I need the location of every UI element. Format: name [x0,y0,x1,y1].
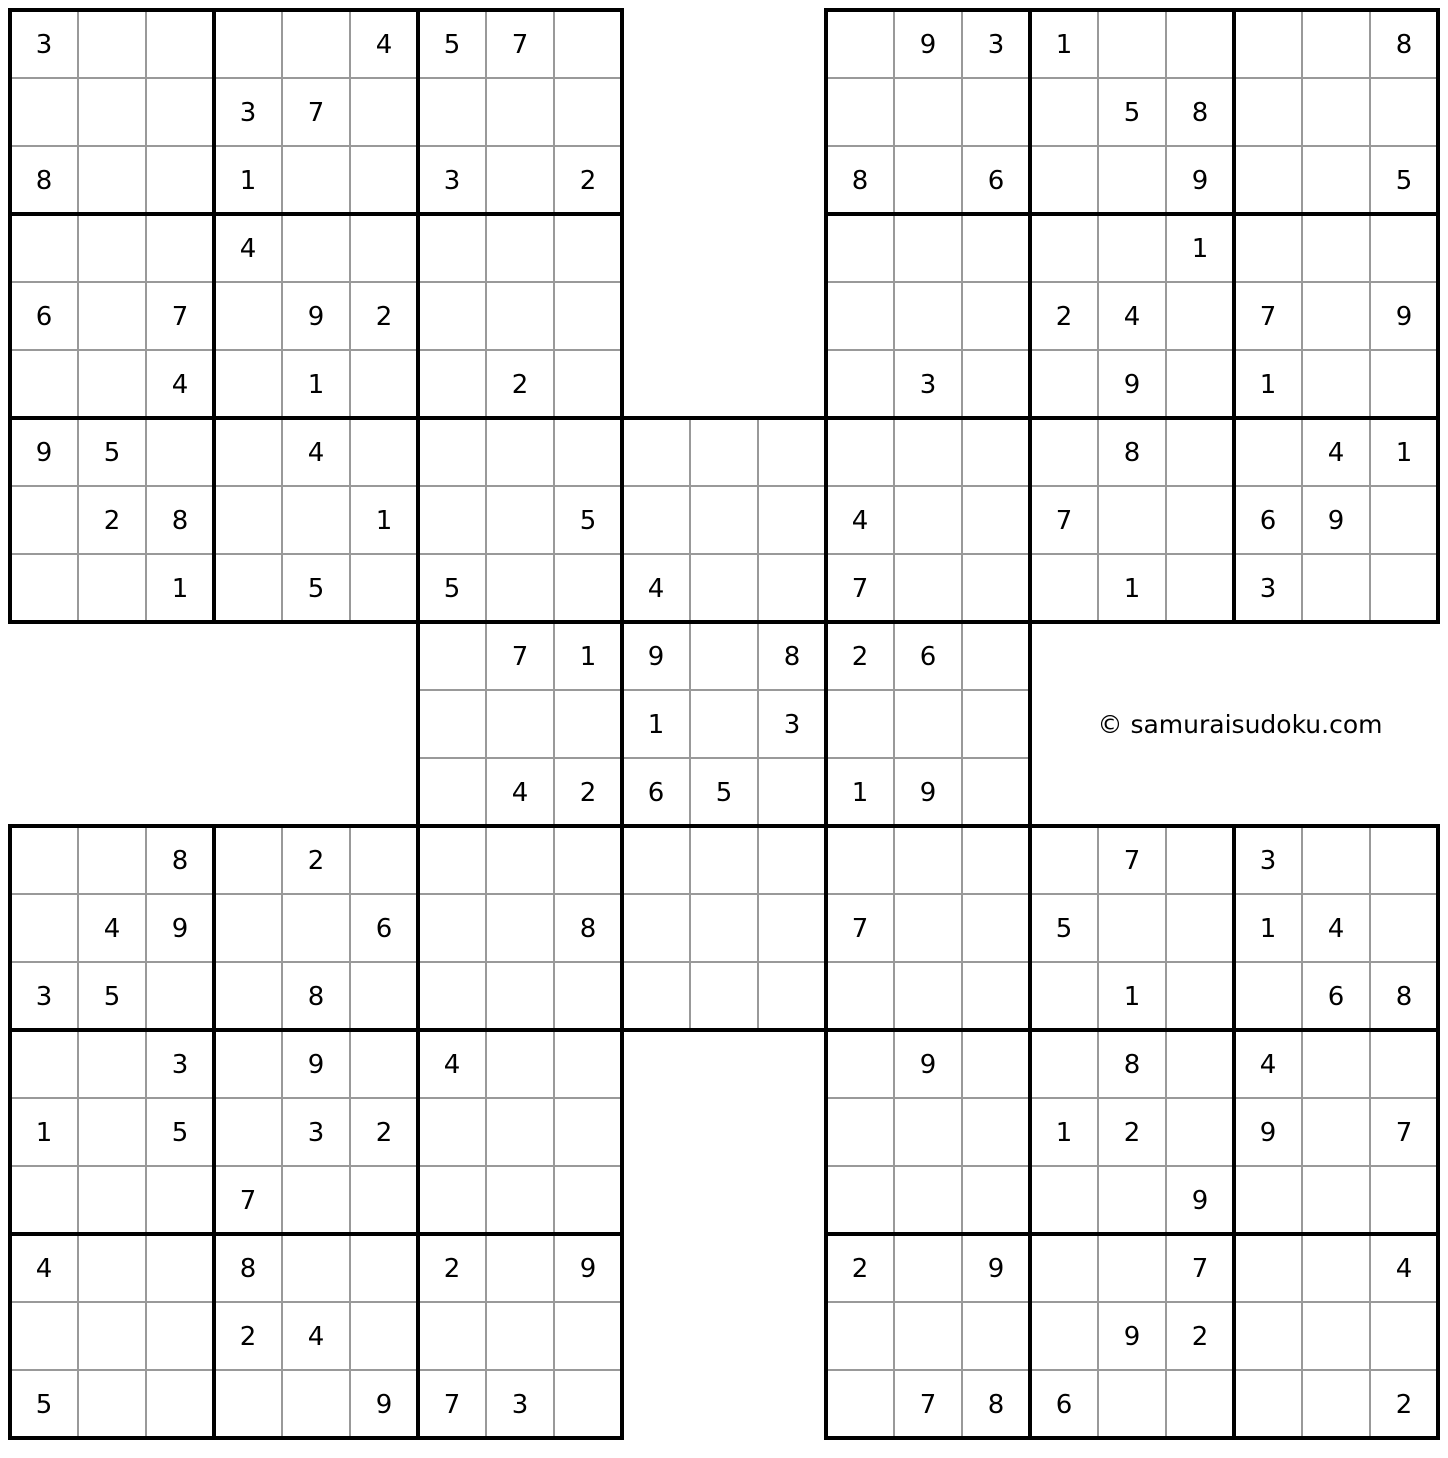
sudoku-cell[interactable]: 9 [579,1254,597,1284]
sudoku-cell[interactable]: 4 [307,1322,325,1352]
sudoku-cell[interactable]: 6 [1327,982,1345,1012]
sudoku-cell[interactable]: 3 [1259,846,1277,876]
sudoku-cell[interactable]: 9 [919,1050,937,1080]
sudoku-cell[interactable]: 5 [443,574,461,604]
sudoku-cell[interactable]: 7 [511,30,529,60]
sudoku-cell[interactable]: 7 [1123,846,1141,876]
sudoku-cell[interactable]: 7 [919,1390,937,1420]
sudoku-cell[interactable]: 4 [443,1050,461,1080]
sudoku-cell[interactable]: 6 [647,778,665,808]
sudoku-cell[interactable]: 9 [35,438,53,468]
sudoku-cell[interactable]: 4 [103,914,121,944]
sudoku-cell[interactable]: 9 [307,302,325,332]
sudoku-cell[interactable]: 1 [851,778,869,808]
sudoku-cell[interactable]: 7 [443,1390,461,1420]
sudoku-cell[interactable]: 7 [511,642,529,672]
sudoku-cell[interactable]: 6 [987,166,1005,196]
sudoku-cell[interactable]: 2 [579,778,597,808]
sudoku-cell[interactable]: 8 [1191,98,1209,128]
sudoku-cell[interactable]: 7 [1055,506,1073,536]
sudoku-cell[interactable]: 5 [443,30,461,60]
sudoku-cell[interactable]: 3 [307,1118,325,1148]
sudoku-cell[interactable]: 2 [1191,1322,1209,1352]
sudoku-cell[interactable]: 2 [375,1118,393,1148]
sudoku-cell[interactable]: 9 [919,778,937,808]
sudoku-cell[interactable]: 4 [1123,302,1141,332]
sudoku-cell[interactable]: 5 [715,778,733,808]
sudoku-cell[interactable]: 6 [919,642,937,672]
sudoku-cell[interactable]: 1 [579,642,597,672]
sudoku-cell[interactable]: 8 [239,1254,257,1284]
sudoku-cell[interactable]: 5 [1055,914,1073,944]
sudoku-cell[interactable]: 9 [1191,1186,1209,1216]
copyright-text: © samuraisudoku.com [1097,710,1383,739]
sudoku-cell[interactable]: 5 [1123,98,1141,128]
sudoku-cell[interactable]: 1 [647,710,665,740]
sudoku-cell[interactable]: 5 [35,1390,53,1420]
sudoku-cell[interactable]: 4 [1259,1050,1277,1080]
sudoku-cell[interactable]: 8 [307,982,325,1012]
sudoku-cell[interactable]: 4 [1327,438,1345,468]
sudoku-cell[interactable]: 3 [35,30,53,60]
sudoku-cell[interactable]: 7 [239,1186,257,1216]
sudoku-cell[interactable]: 2 [851,1254,869,1284]
sudoku-cell[interactable]: 4 [171,370,189,400]
sudoku-cell[interactable]: 9 [919,30,937,60]
sudoku-cell[interactable]: 8 [783,642,801,672]
sudoku-cell[interactable]: 1 [1123,982,1141,1012]
sudoku-cell[interactable]: 5 [1395,166,1413,196]
sudoku-cell[interactable]: 1 [1123,574,1141,604]
sudoku-cell[interactable]: 9 [307,1050,325,1080]
sudoku-cell[interactable]: 8 [171,846,189,876]
sudoku-cell[interactable]: 1 [1055,30,1073,60]
sudoku-cell[interactable]: 3 [511,1390,529,1420]
sudoku-cell[interactable]: 4 [851,506,869,536]
sudoku-cell[interactable]: 4 [1395,1254,1413,1284]
sudoku-cell[interactable]: 4 [1327,914,1345,944]
sudoku-cell[interactable]: 8 [35,166,53,196]
sudoku-cell[interactable]: 9 [171,914,189,944]
sudoku-cell[interactable]: 9 [987,1254,1005,1284]
sudoku-cell[interactable]: 9 [1191,166,1209,196]
sudoku-cell[interactable]: 1 [1259,370,1277,400]
sudoku-cell[interactable]: 9 [647,642,665,672]
sudoku-cell[interactable]: 2 [307,846,325,876]
sudoku-cell[interactable]: 3 [919,370,937,400]
sudoku-cell[interactable]: 8 [987,1390,1005,1420]
sudoku-cell[interactable]: 2 [579,166,597,196]
sudoku-cell[interactable]: 7 [851,914,869,944]
sudoku-cell[interactable]: 7 [1191,1254,1209,1284]
sudoku-cell[interactable]: 4 [647,574,665,604]
sudoku-cell[interactable]: 8 [1123,438,1141,468]
sudoku-cell[interactable]: 2 [239,1322,257,1352]
sudoku-cell[interactable]: 7 [851,574,869,604]
sudoku-cell[interactable]: 6 [375,914,393,944]
sudoku-cell[interactable]: 2 [1055,302,1073,332]
sudoku-cell[interactable]: 5 [307,574,325,604]
sudoku-cell[interactable]: 4 [375,30,393,60]
sudoku-cell[interactable]: 4 [239,234,257,264]
sudoku-cell[interactable]: 9 [1327,506,1345,536]
sudoku-cell[interactable]: 1 [375,506,393,536]
sudoku-cell[interactable]: 2 [1123,1118,1141,1148]
sudoku-cell[interactable]: 2 [375,302,393,332]
sudoku-cell[interactable]: 9 [1123,1322,1141,1352]
sudoku-cell[interactable]: 5 [103,438,121,468]
sudoku-cell[interactable]: 2 [443,1254,461,1284]
sudoku-cell[interactable]: 6 [1259,506,1277,536]
sudoku-cell[interactable]: 7 [1259,302,1277,332]
sudoku-cell[interactable]: 3 [35,982,53,1012]
sudoku-cell[interactable]: 9 [1123,370,1141,400]
sudoku-cell[interactable]: 3 [783,710,801,740]
sudoku-cell[interactable]: 1 [35,1118,53,1148]
sudoku-cell[interactable]: 3 [171,1050,189,1080]
sudoku-cell[interactable]: 2 [851,642,869,672]
sudoku-cell[interactable]: 6 [1055,1390,1073,1420]
sudoku-cell[interactable]: 1 [239,166,257,196]
sudoku-cell[interactable]: 7 [307,98,325,128]
sudoku-cell[interactable]: 1 [171,574,189,604]
sudoku-cell[interactable]: 7 [1395,1118,1413,1148]
sudoku-cell[interactable]: 9 [1395,302,1413,332]
sudoku-cell[interactable]: 9 [1259,1118,1277,1148]
sudoku-cell[interactable]: 1 [1191,234,1209,264]
sudoku-cell[interactable]: 2 [103,506,121,536]
sudoku-cell[interactable]: 8 [1123,1050,1141,1080]
sudoku-cell[interactable]: 3 [443,166,461,196]
sudoku-cell[interactable]: 5 [579,506,597,536]
sudoku-cell[interactable]: 1 [307,370,325,400]
sudoku-cell[interactable]: 3 [987,30,1005,60]
sudoku-cell[interactable]: 7 [171,302,189,332]
sudoku-cell[interactable]: 4 [307,438,325,468]
sudoku-cell[interactable]: 2 [511,370,529,400]
sudoku-cell[interactable]: 4 [35,1254,53,1284]
sudoku-cell[interactable]: 1 [1055,1118,1073,1148]
sudoku-cell[interactable]: 2 [1395,1390,1413,1420]
sudoku-cell[interactable]: 9 [375,1390,393,1420]
sudoku-cell[interactable]: 5 [171,1118,189,1148]
sudoku-cell[interactable]: 3 [1259,574,1277,604]
sudoku-cell[interactable]: 1 [1395,438,1413,468]
sudoku-cell[interactable]: 8 [579,914,597,944]
sudoku-cell[interactable]: 5 [103,982,121,1012]
sudoku-cell[interactable]: 3 [239,98,257,128]
sudoku-cell[interactable]: 6 [35,302,53,332]
sudoku-cell[interactable]: 8 [851,166,869,196]
sudoku-cell[interactable]: 8 [1395,982,1413,1012]
sudoku-cell[interactable]: 1 [1259,914,1277,944]
sudoku-cell[interactable]: 8 [1395,30,1413,60]
sudoku-cell[interactable]: 4 [511,778,529,808]
sudoku-cell[interactable]: 8 [171,506,189,536]
